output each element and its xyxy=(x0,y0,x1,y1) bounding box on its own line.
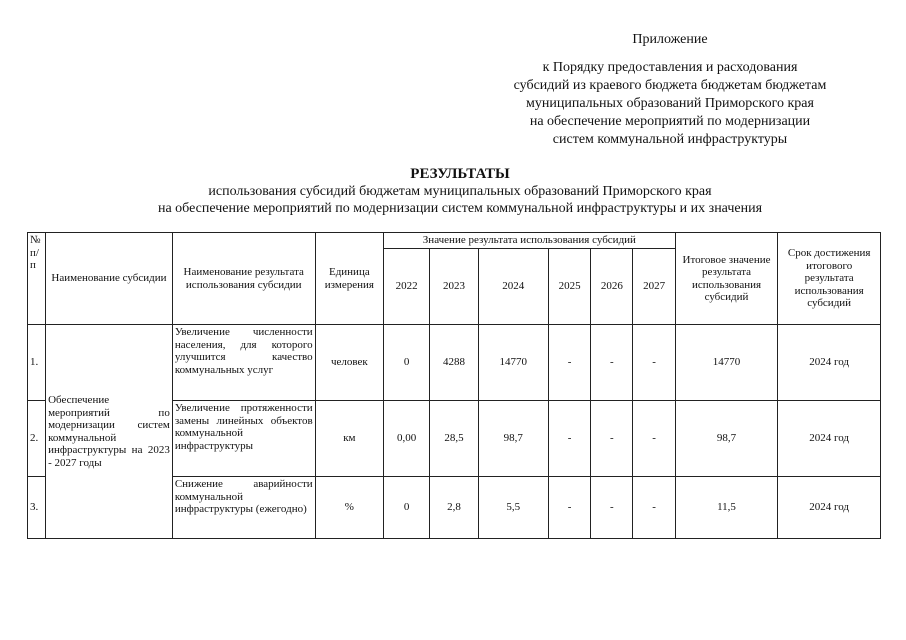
table-row xyxy=(28,325,881,401)
col-header-subsidy: Наименование субсидии xyxy=(46,233,173,325)
appendix-line: на обеспечение мероприятий по модернизации xyxy=(529,114,811,129)
final-value-cell: 98,7 xyxy=(675,401,778,477)
value-cell: - xyxy=(591,401,633,477)
deadline-cell: 2024 год xyxy=(778,401,881,477)
col-header-year: 2023 xyxy=(430,249,478,325)
value-cell: - xyxy=(549,401,591,477)
col-header-final: Итоговое значение результата использования субсидий xyxy=(675,233,778,325)
row-number: 2. xyxy=(28,401,46,477)
value-cell: 28,5 xyxy=(430,401,478,477)
value-cell: - xyxy=(633,477,675,539)
value-cell: - xyxy=(633,401,675,477)
value-cell: - xyxy=(549,325,591,401)
col-header-unit: Единица измерения xyxy=(315,233,383,325)
value-cell: - xyxy=(591,477,633,539)
col-header-year: 2024 xyxy=(478,249,548,325)
unit-cell: человек xyxy=(315,325,383,401)
appendix-line: муниципальных образований Приморского края xyxy=(526,96,814,111)
row-number: 3. xyxy=(28,477,46,539)
col-header-num: № п/п xyxy=(28,233,46,325)
value-cell: 0,00 xyxy=(384,401,430,477)
appendix-line: систем коммунальной инфраструктуры xyxy=(552,132,788,147)
deadline-cell: 2024 год xyxy=(778,477,881,539)
col-header-year: 2027 xyxy=(633,249,675,325)
final-value-cell: 11,5 xyxy=(675,477,778,539)
header-row xyxy=(28,233,881,249)
col-header-year: 2022 xyxy=(384,249,430,325)
final-value-cell: 14770 xyxy=(675,325,778,401)
value-cell: 0 xyxy=(384,477,430,539)
value-cell: 4288 xyxy=(430,325,478,401)
unit-cell: % xyxy=(315,477,383,539)
value-cell: 2,8 xyxy=(430,477,478,539)
value-cell: 5,5 xyxy=(478,477,548,539)
document-title xyxy=(80,166,840,217)
value-cell: - xyxy=(549,477,591,539)
appendix-heading: Приложение xyxy=(632,32,708,47)
results-table xyxy=(27,232,881,539)
subsidy-name-cell: Обеспечение мероприятий по модернизации систем коммунальной инфраструктуры на 2023 - 2027 годы xyxy=(46,325,173,539)
col-header-values-group: Значение результата использования субсидий xyxy=(384,233,676,249)
col-header-deadline: Срок достижения итогового результата использования субсидий xyxy=(778,233,881,325)
result-name-cell: Снижение аварийности коммунальной инфраструктуры (ежегодно) xyxy=(172,477,315,539)
value-cell: 98,7 xyxy=(478,401,548,477)
title-main: РЕЗУЛЬТАТЫ xyxy=(410,166,510,182)
value-cell: - xyxy=(591,325,633,401)
value-cell: 0 xyxy=(384,325,430,401)
title-line: на обеспечение мероприятий по модернизации систем коммунальной инфраструктуры и их значения xyxy=(157,201,763,216)
appendix-block xyxy=(500,31,840,149)
title-line: использования субсидий бюджетам муниципальных образований Приморского края xyxy=(208,184,712,199)
appendix-line: к Порядку предоставления и расходования xyxy=(542,60,798,75)
col-header-result: Наименование результата использования субсидии xyxy=(172,233,315,325)
col-header-year: 2025 xyxy=(549,249,591,325)
col-header-year: 2026 xyxy=(591,249,633,325)
result-name-cell: Увеличение протяженности замены линейных объектов коммунальной инфраструктуры xyxy=(172,401,315,477)
row-number: 1. xyxy=(28,325,46,401)
appendix-line: субсидий из краевого бюджета бюджетам бюджетам xyxy=(513,78,827,93)
value-cell: 14770 xyxy=(478,325,548,401)
unit-cell: км xyxy=(315,401,383,477)
deadline-cell: 2024 год xyxy=(778,325,881,401)
result-name-cell: Увеличение численности населения, для которого улучшится качество коммунальных услуг xyxy=(172,325,315,401)
value-cell: - xyxy=(633,325,675,401)
